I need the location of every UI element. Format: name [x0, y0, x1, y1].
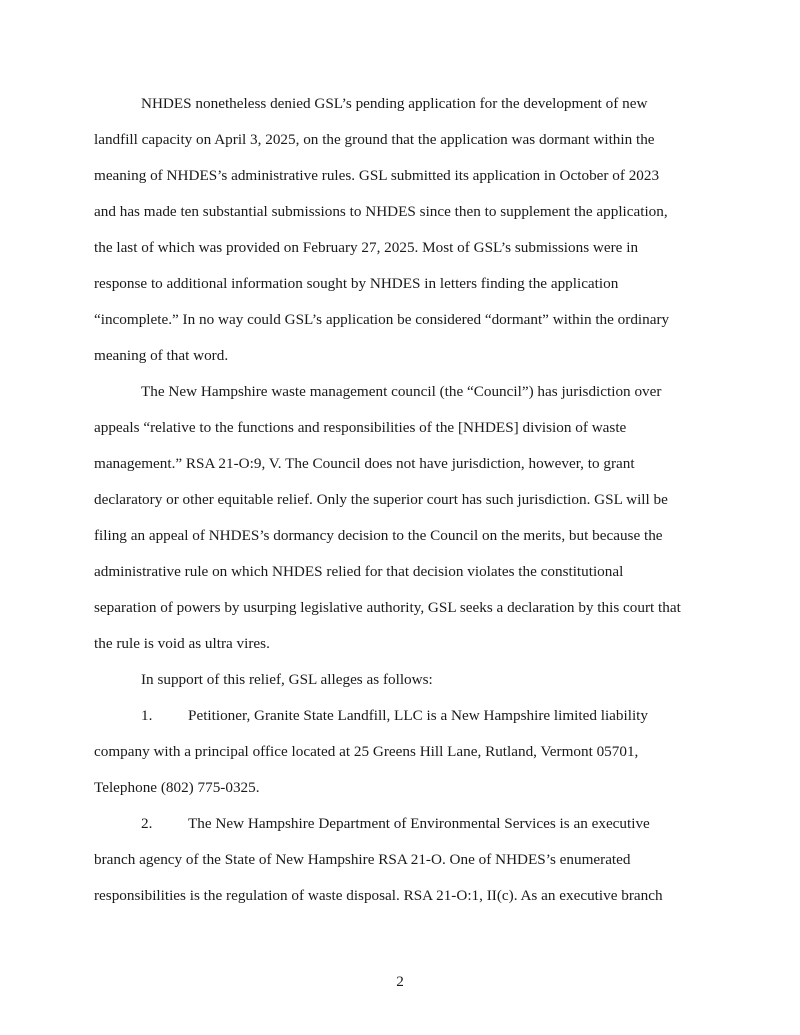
paragraph-number: 2. — [141, 815, 153, 832]
text-line: “incomplete.” In no way could GSL’s application be considered “dormant” within the ordinary — [94, 311, 670, 328]
text-line: company with a principal office located at 25 Greens Hill Lane, Rutland, Vermont 05701, — [94, 743, 639, 760]
numbered-paragraph-1 — [94, 706, 714, 814]
text-line: responsibilities is the regulation of waste disposal. RSA 21-O:1, II(c). As an executive branch — [94, 887, 663, 904]
text-line: declaratory or other equitable relief. Only the superior court has such jurisdiction. GSL will be — [94, 491, 668, 508]
document-body — [94, 94, 714, 922]
text-segment: Petitioner, Granite State Landfill, LLC is a New Hampshire limited liability — [188, 707, 648, 724]
text-line: meaning of NHDES’s administrative rules. GSL submitted its application in October of 2023 — [94, 167, 660, 184]
text-line: In support of this relief, GSL alleges as follows: — [141, 671, 433, 688]
text-line: separation of powers by usurping legislative authority, GSL seeks a declaration by this court that — [94, 599, 681, 616]
paragraph-dormancy-denial — [94, 94, 714, 382]
text-line — [94, 814, 714, 850]
text-line: NHDES nonetheless denied GSL’s pending application for the development of new — [141, 95, 648, 112]
text-line: management.” RSA 21-O:9, V. The Council does not have jurisdiction, however, to grant — [94, 455, 635, 472]
text-line: filing an appeal of NHDES’s dormancy decision to the Council on the merits, but because the — [94, 527, 663, 544]
text-line — [94, 706, 714, 742]
text-line: meaning of that word. — [94, 347, 229, 364]
text-segment: The New Hampshire Department of Environmental Services is an executive — [188, 815, 650, 832]
text-line: branch agency of the State of New Hampshire RSA 21-O. One of NHDES’s enumerated — [94, 851, 631, 868]
text-line: response to additional information sought by NHDES in letters finding the application — [94, 275, 619, 292]
paragraph-allegations-intro — [94, 670, 714, 706]
paragraph-number: 1. — [141, 707, 153, 724]
text-line: administrative rule on which NHDES relied for that decision violates the constitutional — [94, 563, 624, 580]
text-line: the rule is void as ultra vires. — [94, 635, 270, 652]
text-line: and has made ten substantial submissions to NHDES since then to supplement the application, — [94, 203, 668, 220]
text-line: the last of which was provided on February 27, 2025. Most of GSL’s submissions were in — [94, 239, 639, 256]
text-line: Telephone (802) 775-0325. — [94, 779, 260, 796]
paragraph-council-jurisdiction — [94, 382, 714, 670]
page-number: 2 — [396, 973, 404, 990]
text-line: appeals “relative to the functions and responsibilities of the [NHDES] division of waste — [94, 419, 627, 436]
numbered-paragraph-2 — [94, 814, 714, 922]
text-line: The New Hampshire waste management council (the “Council”) has jurisdiction over — [141, 383, 662, 400]
text-line: landfill capacity on April 3, 2025, on the ground that the application was dormant within the — [94, 131, 655, 148]
